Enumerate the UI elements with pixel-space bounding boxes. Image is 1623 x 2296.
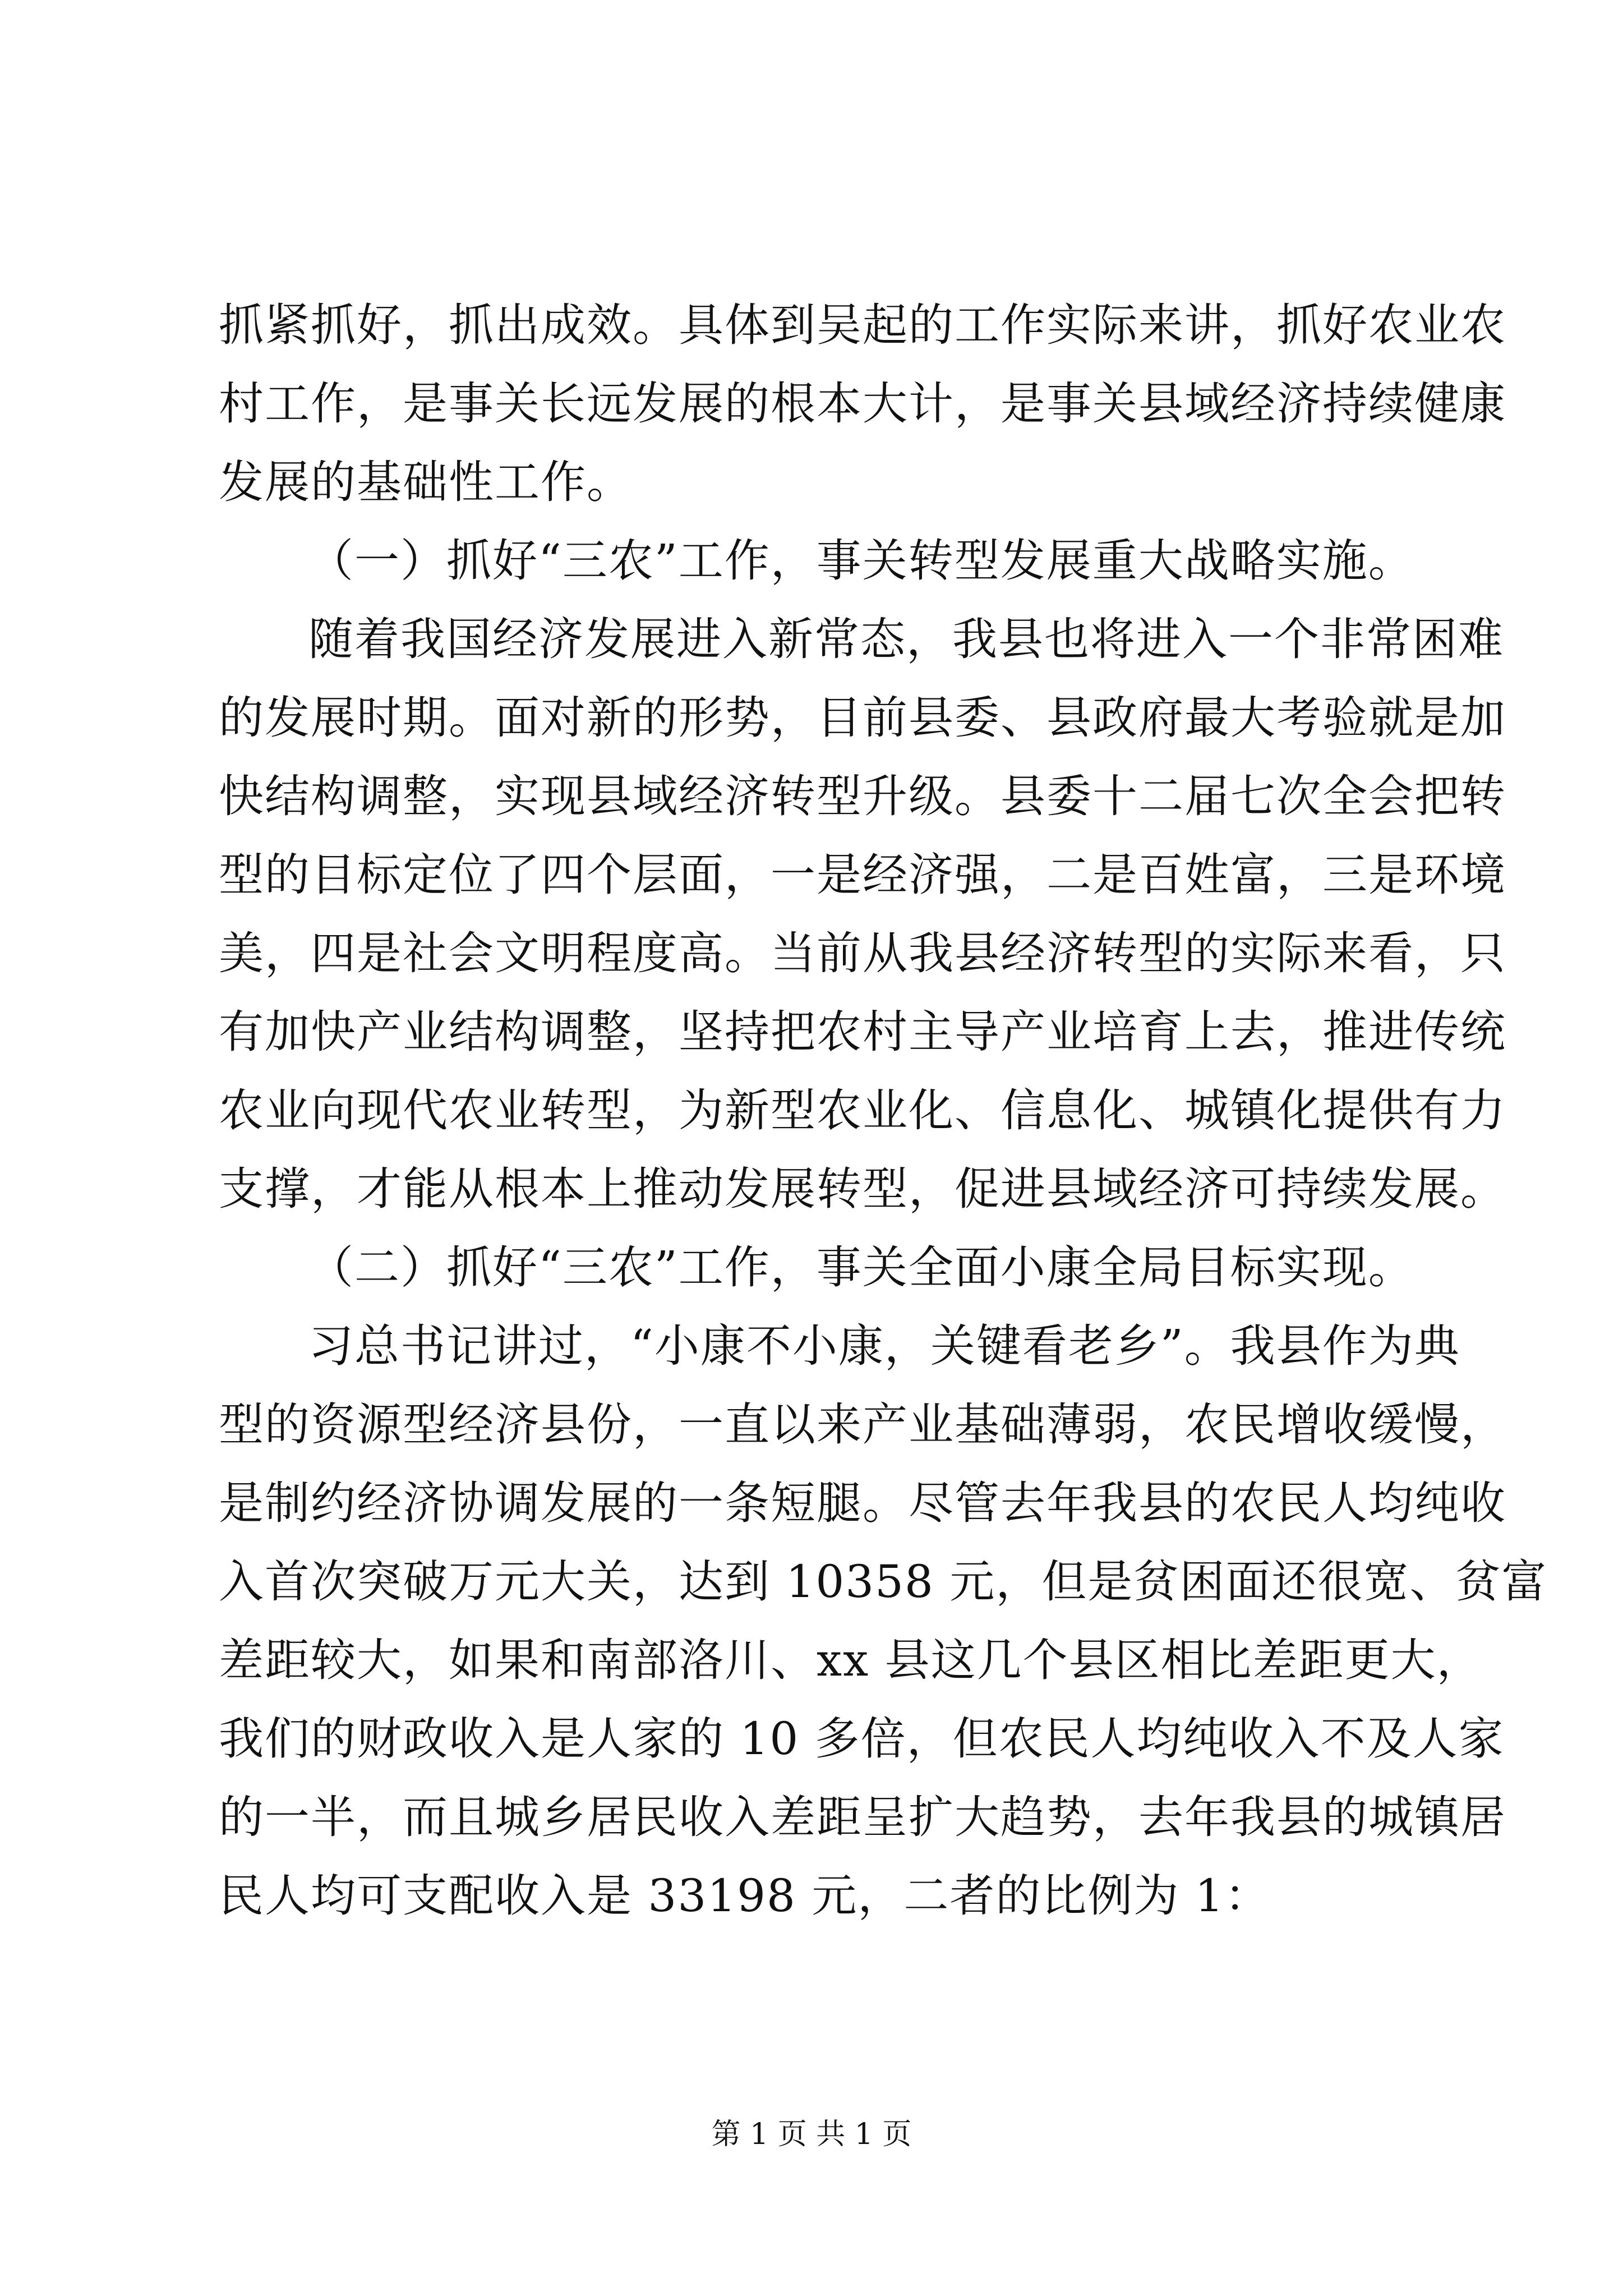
text-line: 支撑，才能从根本上推动发展转型，促进县域经济可持续发展。 — [219, 1163, 1506, 1215]
section-heading: （一）抓好“三农”工作，事关转型发展重大战略实施。 — [308, 535, 1414, 587]
text-line: 入首次突破万元大关，达到 10358 元，但是贫困面还很宽、贫富 — [219, 1556, 1548, 1608]
text-line: 有加快产业结构调整，坚持把农村主导产业培育上去，推进传统 — [219, 1006, 1506, 1058]
text-line: 是制约经济协调发展的一条短腿。尽管去年我县的农民人均纯收 — [219, 1477, 1506, 1529]
page-footer: 第 1 页 共 1 页 — [711, 2118, 912, 2151]
text-line: 抓紧抓好，抓出成效。具体到吴起的工作实际来讲，抓好农业农 — [219, 299, 1506, 351]
text-line: 的发展时期。面对新的形势，目前县委、县政府最大考验就是加 — [219, 692, 1506, 744]
text-line: 民人均可支配收入是 33198 元，二者的比例为 1： — [219, 1870, 1271, 1922]
text-line: 快结构调整，实现县域经济转型升级。县委十二届七次全会把转 — [219, 770, 1506, 822]
section-heading: （二）抓好“三农”工作，事关全面小康全局目标实现。 — [308, 1241, 1414, 1294]
text-line: 型的目标定位了四个层面，一是经济强，二是百姓富，三是环境 — [219, 849, 1506, 901]
text-line: 我们的财政收入是人家的 10 多倍，但农民人均纯收入不及人家 — [219, 1713, 1505, 1765]
text-line: 习总书记讲过，“小康不小康，关键看老乡”。我县作为典 — [308, 1320, 1460, 1372]
text-line: 随着我国经济发展进入新常态，我县也将进入一个非常困难 — [308, 613, 1504, 665]
text-line: 美，四是社会文明程度高。当前从我县经济转型的实际来看，只 — [219, 927, 1506, 979]
text-line: 发展的基础性工作。 — [219, 456, 633, 508]
text-line: 的一半，而且城乡居民收入差距呈扩大趋势，去年我县的城镇居 — [219, 1791, 1506, 1843]
text-line: 农业向现代农业转型，为新型农业化、信息化、城镇化提供有力 — [219, 1084, 1506, 1137]
text-line: 差距较大，如果和南部洛川、xx 县这几个县区相比差距更大， — [219, 1634, 1483, 1686]
text-line: 村工作，是事关长远发展的根本大计，是事关县域经济持续健康 — [219, 378, 1506, 430]
text-line: 型的资源型经济县份，一直以来产业基础薄弱，农民增收缓慢， — [219, 1398, 1506, 1451]
